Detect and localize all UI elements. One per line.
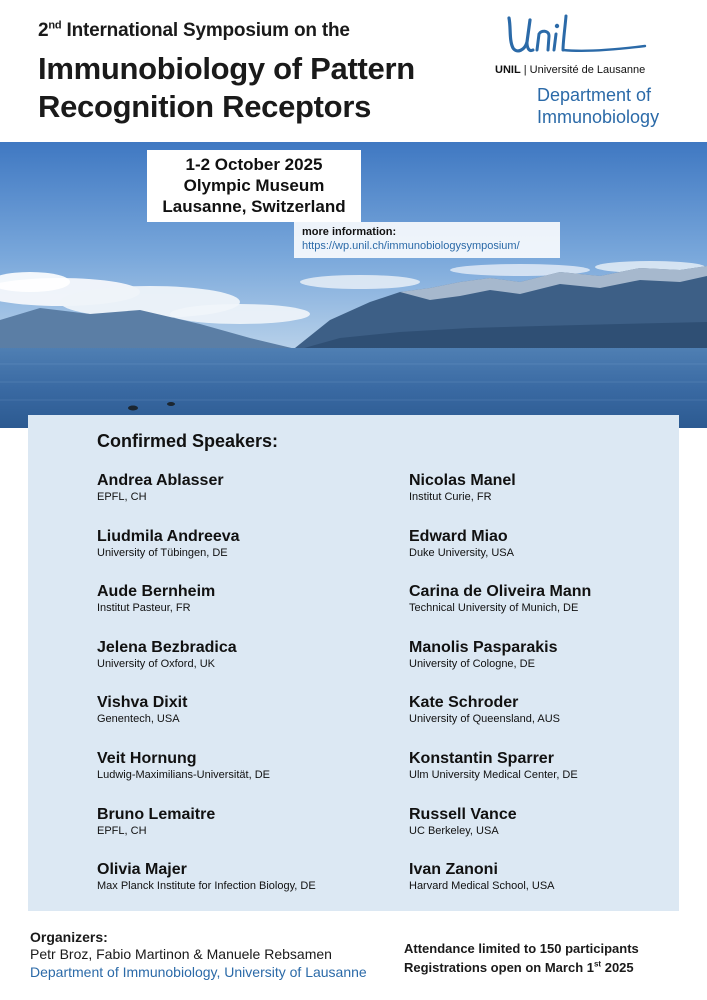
event-date: 1-2 October 2025 <box>185 155 323 174</box>
more-info-label: more information: <box>302 226 397 238</box>
speaker-item: Carina de Oliveira Mann Technical University of Munich, DE <box>409 583 592 615</box>
registration-date: Registrations open on March 1st 2025 <box>404 959 634 975</box>
unil-wordmark-logo <box>503 14 653 60</box>
title-line-1: Immunobiology of Pattern <box>38 51 415 86</box>
speaker-item: Ivan Zanoni Harvard Medical School, USA <box>409 861 555 893</box>
title-line-2: Recognition Receptors <box>38 89 372 124</box>
organizers-label: Organizers: <box>30 929 108 945</box>
speaker-item: Kate Schroder University of Queensland, AUS <box>409 694 561 726</box>
speaker-item: Andrea Ablasser EPFL, CH <box>97 472 224 503</box>
registration-notice <box>404 939 639 977</box>
speaker-item: Olivia Majer Max Planck Institute for Infection Biology, DE <box>97 861 316 893</box>
speaker-item: Vishva Dixit Genentech, USA <box>97 694 188 726</box>
header <box>0 0 707 142</box>
speakers-left-column <box>97 471 316 916</box>
speaker-item: Russell Vance UC Berkeley, USA <box>409 805 517 837</box>
symposium-subtitle: 2nd International Symposium on the <box>38 19 350 41</box>
attendance-limit: Attendance limited to 150 participants <box>404 941 639 956</box>
speaker-item: Bruno Lemaitre EPFL, CH <box>97 805 216 837</box>
speaker-item: Aude Bernheim Institut Pasteur, FR <box>97 583 216 615</box>
more-info-box <box>294 222 560 258</box>
organizers-names: Petr Broz, Fabio Martinon & Manuele Rebsamen <box>30 946 332 962</box>
event-city: Lausanne, Switzerland <box>162 197 346 216</box>
symposium-url-link[interactable]: https://wp.unil.ch/immunobiologysymposium/ <box>302 240 520 252</box>
footer <box>0 911 707 1000</box>
unil-caption: UNIL | Université de Lausanne <box>495 64 646 76</box>
speaker-item: Jelena Bezbradica University of Oxford, UK <box>97 638 237 670</box>
speakers-right-column <box>409 471 591 916</box>
speaker-item: Konstantin Sparrer Ulm University Medical Center, DE <box>409 749 578 781</box>
speaker-item: Edward Miao Duke University, USA <box>409 527 514 559</box>
speaker-item: Manolis Pasparakis University of Cologne, DE <box>409 638 558 670</box>
event-venue: Olympic Museum <box>183 176 325 195</box>
speaker-item: Nicolas Manel Institut Curie, FR <box>409 472 516 503</box>
department-name: Department of Immunobiology <box>537 85 660 127</box>
speakers-panel <box>28 415 679 911</box>
speaker-item: Veit Hornung Ludwig-Maximilians-Universität, DE <box>97 749 270 781</box>
speakers-heading: Confirmed Speakers: <box>97 431 279 451</box>
event-details-box <box>147 150 361 222</box>
organizers-department: Department of Immunobiology, University of Lausanne <box>30 964 367 980</box>
speaker-item: Liudmila Andreeva University of Tübingen, DE <box>97 527 240 559</box>
symposium-title <box>38 50 415 126</box>
